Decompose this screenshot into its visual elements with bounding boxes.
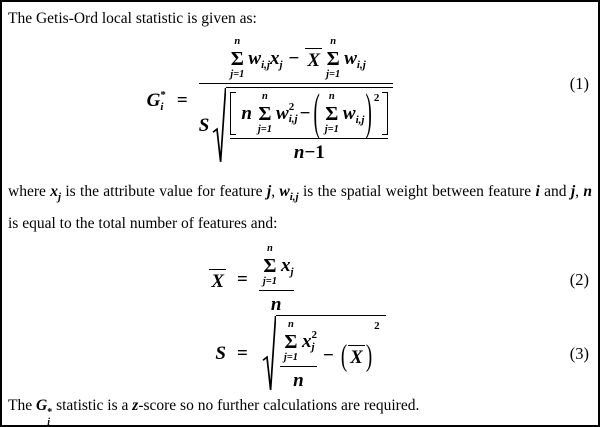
fraction-bar — [280, 366, 317, 367]
subscript-ij: i,j — [261, 58, 270, 71]
eq2-denominator — [271, 294, 282, 316]
right-bracket — [382, 92, 388, 135]
inner-fraction — [280, 320, 317, 392]
intro-text: The Getis-Ord local statistic is given as: — [8, 10, 257, 27]
term-w-ij — [344, 48, 366, 70]
equation-2-number: (2) — [569, 270, 589, 289]
left-paren: ( — [340, 339, 348, 373]
square-root — [262, 315, 386, 393]
text-run: , — [575, 183, 584, 200]
variable-S: S — [198, 115, 210, 136]
term-x-j — [281, 255, 294, 277]
sigma-symbol: Σ — [325, 102, 339, 125]
variable-x: x — [269, 47, 280, 69]
variable-G: G — [146, 90, 161, 111]
variable-G: G — [35, 397, 48, 414]
sigma-symbol: Σ — [263, 254, 277, 277]
subscript-ij: i,j — [289, 191, 299, 204]
variable-S: S — [215, 343, 226, 364]
minus-operator: − — [288, 47, 300, 69]
eq3-lhs — [192, 343, 226, 365]
sum-lower-limit: j=1 — [326, 68, 341, 80]
subscript-ij: i,j — [288, 113, 298, 125]
subscript-j: j — [290, 265, 294, 278]
variable-w: w — [279, 183, 290, 200]
fraction — [259, 244, 294, 316]
superscript-2: 2 — [311, 329, 317, 341]
description-paragraph — [8, 176, 592, 240]
equation-3-number: (3) — [569, 344, 589, 363]
subscript-ij: i,j — [355, 113, 365, 126]
minus-operator: − — [304, 142, 316, 163]
text-run: and — [539, 183, 571, 200]
sum-lower-limit: j=1 — [324, 123, 339, 135]
eq2-lhs — [192, 269, 226, 291]
square-root — [212, 87, 393, 165]
superscript-2: 2 — [374, 320, 380, 332]
variable-n: n — [583, 183, 592, 200]
text-run: -score so no further calculations are required. — [138, 397, 420, 414]
variable-n: n — [241, 102, 252, 124]
sum-upper-limit: n — [234, 36, 241, 47]
eq3-numerator — [280, 320, 317, 363]
sum-lower-limit: j=1 — [283, 351, 298, 363]
superscript-subscript — [160, 90, 166, 113]
subscript-j: j — [279, 58, 283, 71]
radical-sign — [262, 315, 276, 393]
minus-operator: − — [322, 345, 334, 366]
superscript-star: * — [47, 407, 53, 418]
equals-sign: = — [237, 343, 248, 364]
inner-numerator — [230, 85, 388, 142]
eq1-denominator — [199, 87, 394, 165]
closing-text — [8, 396, 592, 427]
sum-lower-limit: j=1 — [262, 275, 277, 287]
term-w-ij — [248, 48, 270, 70]
x-bar: X — [307, 49, 321, 71]
variable-j: j — [570, 183, 576, 200]
variable-x: x — [301, 330, 312, 352]
sum-upper-limit: n — [262, 91, 268, 102]
sigma-symbol: Σ — [230, 47, 244, 70]
term-x-j — [270, 48, 283, 70]
equation-2 — [2, 244, 598, 316]
variable-w: w — [276, 102, 289, 124]
summation — [284, 320, 298, 363]
variable-x: x — [280, 254, 291, 276]
sum-upper-limit: n — [287, 319, 294, 330]
x-bar: X — [211, 271, 224, 292]
variable-i: i — [535, 183, 540, 200]
fraction-bar — [199, 83, 394, 84]
subscript-ij: i,j — [356, 58, 366, 71]
equals-sign: = — [176, 90, 188, 111]
subscript-j: j — [57, 191, 62, 204]
summation — [230, 37, 244, 80]
superscript-2: 2 — [288, 101, 295, 113]
inner-fraction — [230, 85, 388, 164]
variable-j: j — [266, 183, 272, 200]
eq1-numerator — [226, 37, 366, 80]
superscript-subscript — [311, 330, 317, 353]
eq1-lhs — [147, 90, 166, 113]
term-w-squared-ij — [276, 102, 298, 125]
superscript-subscript — [289, 102, 298, 125]
left-paren: ( — [313, 85, 320, 142]
text-run: statistic is a — [52, 397, 133, 414]
equation-1-number: (1) — [569, 74, 589, 93]
variable-w: w — [248, 47, 262, 69]
radical-sign — [212, 87, 226, 165]
term-x-squared-j — [302, 330, 317, 353]
subscript-i: i — [160, 100, 164, 113]
superscript-star: * — [160, 88, 166, 101]
minus-operator: − — [299, 102, 311, 124]
fraction — [199, 37, 394, 165]
text-run: , — [271, 183, 280, 200]
sum-upper-limit: n — [266, 243, 273, 254]
text-run: The — [8, 397, 36, 414]
radicand — [226, 87, 393, 165]
summation — [326, 37, 340, 80]
variable-n: n — [270, 294, 282, 315]
x-bar: X — [350, 347, 363, 368]
subscript-j: j — [311, 341, 315, 353]
sigma-symbol: Σ — [326, 47, 340, 70]
sum-lower-limit: j=1 — [230, 68, 245, 80]
eq1-expression — [147, 37, 394, 165]
eq2-numerator — [259, 244, 294, 287]
variable-z: z — [132, 397, 139, 414]
eq3-denominator — [293, 370, 304, 392]
equation-1 — [2, 28, 598, 174]
sigma-symbol: Σ — [258, 102, 272, 125]
right-paren: ) — [365, 85, 372, 142]
summation — [258, 92, 272, 135]
summation — [263, 244, 277, 287]
variable-w: w — [344, 47, 357, 69]
text-run: is the attribute value for feature — [61, 183, 267, 200]
superscript-2: 2 — [373, 92, 380, 104]
variable-n: n — [293, 142, 305, 163]
sum-upper-limit: n — [330, 36, 337, 47]
sum-lower-limit: j=1 — [257, 123, 273, 135]
right-paren: ) — [365, 339, 373, 373]
text-run: is equal to the total number of features and: — [8, 215, 278, 232]
sigma-symbol: Σ — [284, 330, 298, 353]
radicand — [276, 315, 386, 393]
text-run: is the spatial weight between feature — [298, 183, 536, 200]
fraction-bar — [259, 290, 294, 291]
equals-sign: = — [237, 269, 248, 290]
subscript-i: i — [47, 417, 50, 427]
variable-x: x — [50, 183, 58, 200]
text-run: where — [8, 183, 51, 200]
number-1: 1 — [315, 142, 325, 163]
term-w-ij — [343, 103, 365, 125]
variable-n: n — [293, 370, 304, 391]
variable-w: w — [342, 102, 356, 124]
equation-3 — [2, 314, 598, 394]
left-bracket — [230, 92, 236, 135]
sum-upper-limit: n — [328, 91, 335, 102]
summation — [325, 92, 339, 135]
inner-denominator — [294, 142, 325, 164]
